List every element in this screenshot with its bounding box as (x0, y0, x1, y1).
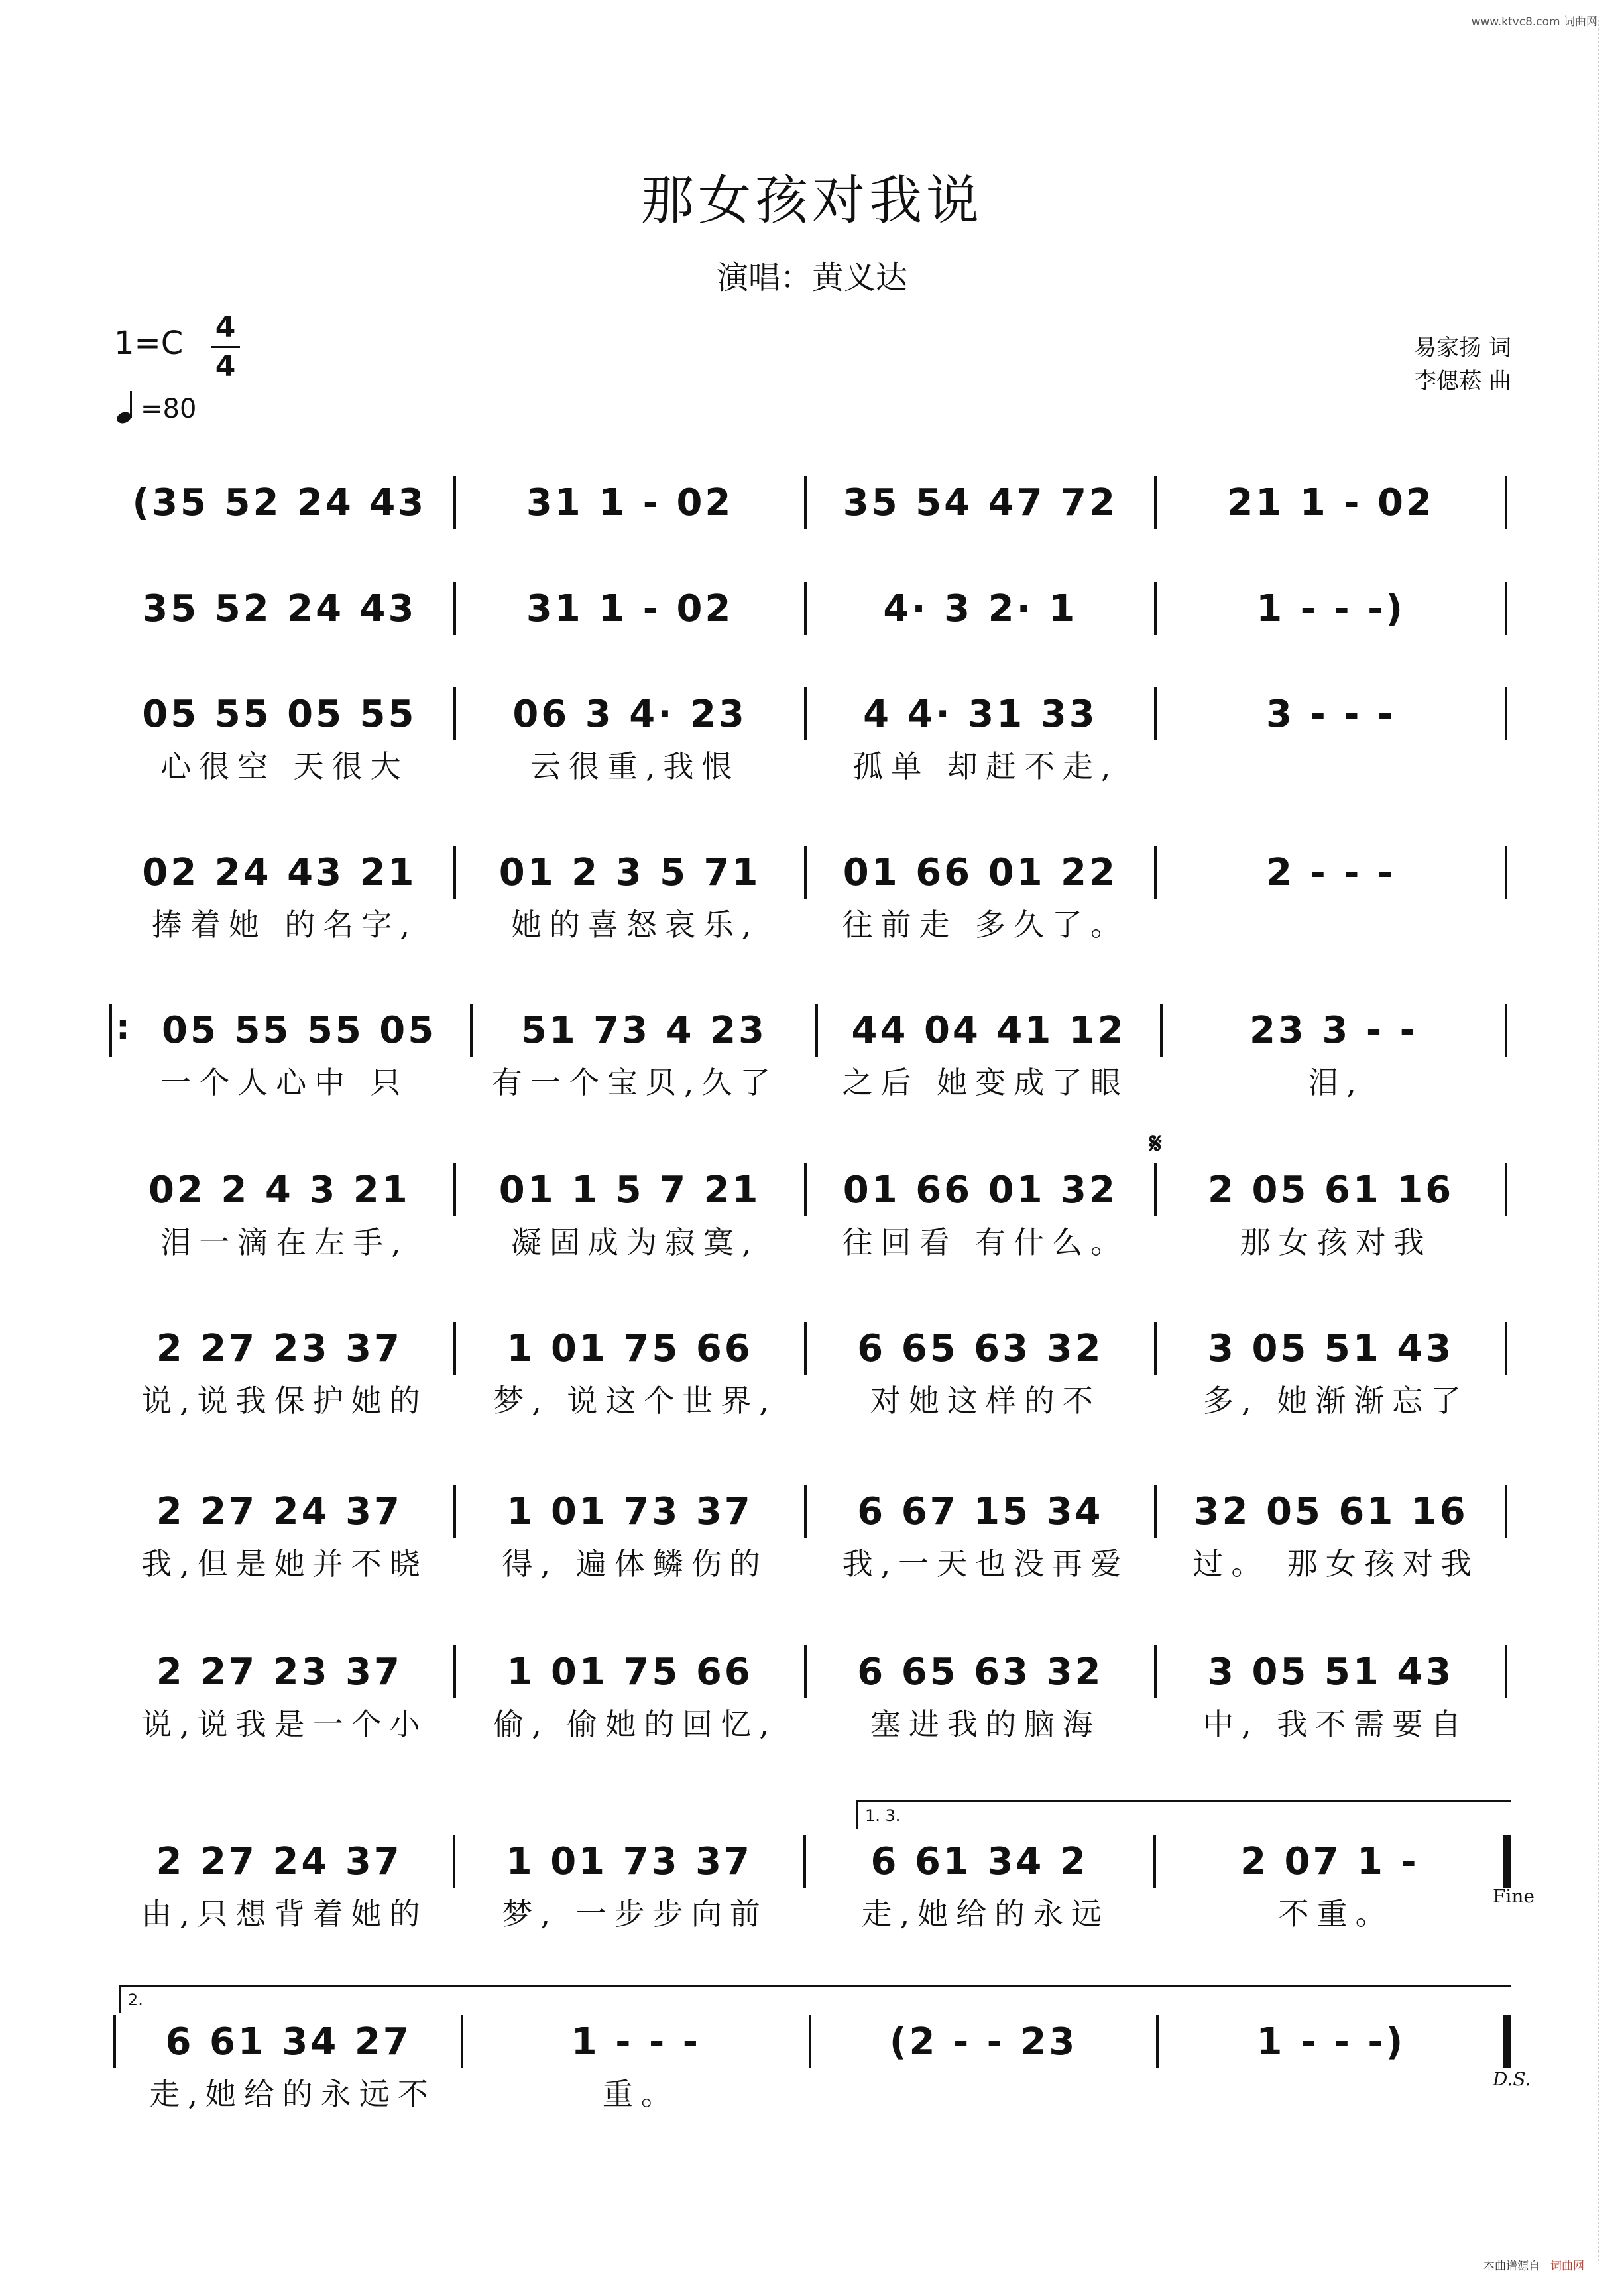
notation-row (109, 476, 1511, 529)
lyric-segment: 往回看 有什么。 (842, 1224, 1130, 1260)
barline (1505, 1322, 1507, 1375)
notation-row (109, 687, 1511, 740)
lyric-segment: 过。 那女孩对我 (1192, 1546, 1479, 1582)
lyric-segment: 说,说我是一个小 (141, 1706, 428, 1742)
barline (815, 1004, 818, 1057)
lyric-segment: 捧着她 的名字, (151, 907, 418, 943)
barline (453, 846, 456, 899)
barline (453, 1163, 456, 1216)
lyric-segment: 那女孩对我 (1240, 1224, 1432, 1260)
measure: 3 05 51 43 (1208, 1650, 1454, 1694)
brand-text: 词曲网 (1550, 2260, 1584, 2273)
measure: 6 67 15 34 (857, 1490, 1104, 1533)
notation-row (109, 1835, 1511, 1888)
lyric-row (109, 1542, 1511, 1582)
measure: 01 66 01 22 (842, 850, 1118, 894)
measure: 1 - - - (571, 2020, 701, 2064)
volta-bracket-1 (856, 1800, 1511, 1829)
measure: 6 65 63 32 (857, 1326, 1104, 1370)
measure: 1 01 75 66 (506, 1650, 753, 1694)
lyric-row (109, 1379, 1511, 1419)
measure: 44 04 41 12 (851, 1008, 1126, 1052)
tempo-mark (114, 392, 196, 424)
barline (1154, 1163, 1157, 1216)
credits (1414, 331, 1511, 398)
barline (1156, 2015, 1159, 2068)
measure: 32 05 61 16 (1193, 1490, 1468, 1533)
lyric-segment: 有一个宝贝,久了 (491, 1065, 779, 1100)
notation-row (109, 1004, 1511, 1057)
notation-row (109, 1485, 1511, 1538)
measure: 4 4· 31 33 (863, 692, 1098, 736)
barline (809, 2015, 811, 2068)
lyric-segment: 凝固成为寂寞, (510, 1224, 760, 1260)
notation-row (109, 1322, 1511, 1375)
notation-row (109, 1645, 1511, 1698)
barline (804, 687, 807, 740)
song-title: 那女孩对我说 (641, 170, 983, 231)
notation-row (109, 846, 1511, 899)
lyric-segment: 往前走 多久了。 (842, 907, 1130, 943)
measure: 2 - - - (1266, 850, 1396, 894)
lyric-segment: 泪, (1308, 1065, 1364, 1100)
measure: 2 07 1 - (1240, 1840, 1419, 1883)
measure: 2 27 24 37 (156, 1490, 402, 1533)
barline (1154, 687, 1157, 740)
lyric-segment: 偷, 偷她的回忆, (493, 1706, 778, 1742)
site-bottom-label[interactable] (1483, 2256, 1584, 2273)
quarter-note-icon (114, 392, 141, 424)
measure: 6 61 34 27 (165, 2020, 412, 2064)
measure: 01 1 5 7 21 (498, 1168, 761, 1212)
measure: 31 1 - 02 (526, 481, 734, 524)
lyric-segment: 云很重,我恨 (530, 748, 740, 784)
barline (1505, 476, 1507, 529)
lyric-segment: 孤单 却赶不走, (852, 748, 1119, 784)
measure: 2 27 24 37 (156, 1840, 402, 1883)
measure: 4· 3 2· 1 (883, 587, 1078, 630)
barline (453, 1322, 456, 1375)
barline (1505, 1004, 1507, 1057)
lyric-row (109, 1702, 1511, 1742)
measure: (2 - - 23 (889, 2020, 1078, 2064)
barline (1505, 1485, 1507, 1538)
lyric-segment: 之后 她变成了眼 (842, 1065, 1130, 1100)
measure: 21 1 - 02 (1227, 481, 1434, 524)
barline (804, 476, 807, 529)
barline (804, 582, 807, 635)
barline (804, 1485, 807, 1538)
time-top: 4 (215, 310, 236, 344)
barline (804, 846, 807, 899)
measure: 1 01 75 66 (506, 1326, 753, 1370)
measure: 31 1 - 02 (526, 587, 734, 630)
lyric-segment: 得, 遍体鳞伤的 (502, 1546, 768, 1582)
barline (1505, 846, 1507, 899)
source-text: 本曲谱源自 (1483, 2260, 1540, 2273)
time-bottom: 4 (211, 346, 240, 385)
barline (461, 2015, 463, 2068)
lyric-segment: 重。 (602, 2076, 679, 2112)
barline (1154, 846, 1157, 899)
measure: (35 52 24 43 (132, 481, 427, 524)
ds-mark: D.S. (1493, 2068, 1531, 2090)
notation-row (109, 2015, 1511, 2068)
measure: 02 2 4 3 21 (148, 1168, 410, 1212)
lyric-row (109, 1061, 1511, 1100)
double-barline (1503, 1835, 1511, 1888)
barline (804, 1645, 807, 1698)
measure: 6 65 63 32 (857, 1650, 1104, 1694)
notation-row (109, 1163, 1511, 1216)
barline (1160, 1004, 1163, 1057)
measure: 01 2 3 5 71 (498, 850, 761, 894)
composer: 李偲菘 曲 (1414, 368, 1511, 394)
barline (453, 1835, 455, 1888)
lyric-segment: 走,她给的永远 (861, 1896, 1110, 1932)
barline (453, 1485, 456, 1538)
barline (1154, 1645, 1157, 1698)
barline (804, 1322, 807, 1375)
lyric-segment: 多, 她渐渐忘了 (1203, 1383, 1470, 1419)
site-top-label[interactable]: www.ktvc8.com 词曲网 (1471, 15, 1597, 29)
singer-line: 演唱：黄义达 (716, 259, 907, 296)
lyric-row (109, 903, 1511, 943)
tempo-value: =80 (141, 394, 197, 424)
lyric-row (109, 1220, 1511, 1260)
time-signature (211, 309, 240, 385)
fine-mark: Fine (1493, 1885, 1535, 1907)
volta-1-label: 1. 3. (865, 1806, 901, 1825)
lyric-segment: 由,只想背着她的 (141, 1896, 428, 1932)
barline (453, 582, 456, 635)
lyric-segment: 泪一滴在左手, (160, 1224, 409, 1260)
lyric-segment: 心很空 天很大 (160, 748, 409, 784)
lyric-segment: 塞进我的脑海 (870, 1706, 1101, 1742)
lyric-segment: 我,但是她并不晓 (141, 1546, 428, 1582)
barline (1154, 1485, 1157, 1538)
barline (453, 1645, 456, 1698)
lyric-segment: 对她这样的不 (870, 1383, 1101, 1419)
measure: 05 55 05 55 (142, 692, 417, 736)
barline (470, 1004, 473, 1057)
measure: 2 05 61 16 (1208, 1168, 1454, 1212)
barline (1505, 582, 1507, 635)
measure: 05 55 55 05 (162, 1008, 437, 1052)
barline (113, 2015, 116, 2068)
measure: 2 27 23 37 (156, 1650, 402, 1694)
lyric-segment: 梦, 一步步向前 (502, 1896, 768, 1932)
measure: 01 66 01 32 (842, 1168, 1118, 1212)
barline (1505, 687, 1507, 740)
measure: 1 - - -) (1256, 587, 1406, 630)
volta-2-label: 2. (128, 1991, 143, 2009)
measure: 2 27 23 37 (156, 1326, 402, 1370)
repeat-start-sign (109, 1004, 132, 1057)
measure: 6 61 34 2 (870, 1840, 1088, 1883)
barline (803, 1835, 806, 1888)
measure: 06 3 4· 23 (512, 692, 747, 736)
double-barline (1503, 2015, 1511, 2068)
barline (453, 476, 456, 529)
lyric-segment: 一个人心中 只 (160, 1065, 409, 1100)
measure: 02 24 43 21 (142, 850, 417, 894)
measure: 35 54 47 72 (842, 481, 1118, 524)
lyric-row (109, 744, 1511, 784)
lyric-segment: 走,她给的永远不 (149, 2076, 436, 2112)
barline (1154, 582, 1157, 635)
lyric-row (109, 2072, 1511, 2112)
measure: 1 01 73 37 (506, 1840, 752, 1883)
measure: 1 - - -) (1256, 2020, 1406, 2064)
measure: 3 - - - (1266, 692, 1396, 736)
volta-bracket-2 (119, 1985, 1511, 2013)
lyric-segment: 中, 我不需要自 (1203, 1706, 1470, 1742)
barline (1153, 1835, 1156, 1888)
lyric-segment: 说,说我保护她的 (141, 1383, 428, 1419)
segno-sign: 𝄋 (1149, 1127, 1162, 1161)
measure: 51 73 4 23 (520, 1008, 767, 1052)
lyric-segment: 她的喜怒哀乐, (510, 907, 760, 943)
barline (1154, 1322, 1157, 1375)
measure: 3 05 51 43 (1208, 1326, 1454, 1370)
lyric-segment: 我,一天也没再爱 (842, 1546, 1130, 1582)
barline (1154, 476, 1157, 529)
measure: 23 3 - - (1249, 1008, 1418, 1052)
measure: 1 01 73 37 (506, 1490, 753, 1533)
barline (1505, 1645, 1507, 1698)
barline (804, 1163, 807, 1216)
key-signature: 1=C (114, 325, 184, 362)
notation-row (109, 582, 1511, 635)
lyric-segment: 梦, 说这个世界, (493, 1383, 778, 1419)
measure: 35 52 24 43 (142, 587, 417, 630)
barline (1505, 1163, 1507, 1216)
barline (453, 687, 456, 740)
lyric-segment: 不重。 (1278, 1896, 1394, 1932)
lyricist: 易家扬 词 (1414, 335, 1511, 361)
lyric-row (109, 1892, 1511, 1932)
